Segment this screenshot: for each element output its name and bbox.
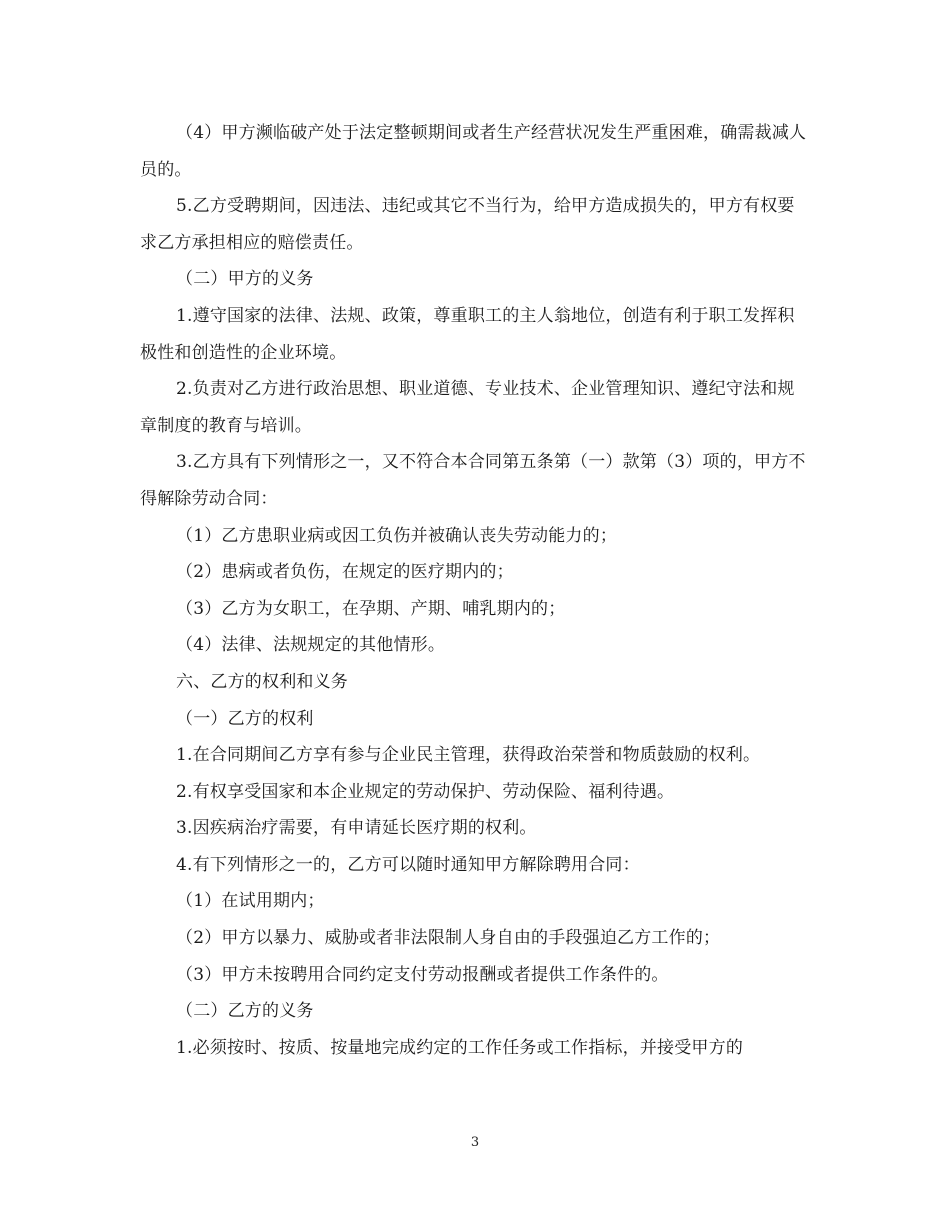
section-heading: （二）乙方的义务 <box>176 1001 314 1022</box>
chapter-heading: 六、乙方的权利和义务 <box>176 671 348 692</box>
paragraph: 3.因疾病治疗需要，有申请延长医疗期的权利。 <box>176 818 537 839</box>
document-body <box>140 115 810 1066</box>
list-item: （4）法律、法规规定的其他情形。 <box>176 635 446 656</box>
section-heading: （二）甲方的义务 <box>176 269 314 290</box>
paragraph: 5.乙方受聘期间，因违法、违纪或其它不当行为，给甲方造成损失的，甲方有权要求乙方承担相应的赔偿责任。 <box>140 196 795 253</box>
list-item: （3）甲方未按聘用合同约定支付劳动报酬或者提供工作条件的。 <box>176 964 669 985</box>
paragraph: （4）甲方濒临破产处于法定整顿期间或者生产经营状况发生严重困难，确需裁减人员的。 <box>140 123 807 180</box>
list-item: （2）患病或者负伤，在规定的医疗期内的； <box>176 562 514 583</box>
paragraph: 4.有下列情形之一的，乙方可以随时通知甲方解除聘用合同： <box>176 854 640 875</box>
page-number: 3 <box>470 1135 480 1150</box>
section-heading: （一）乙方的权利 <box>176 708 314 729</box>
paragraph: 1.必须按时、按质、按量地完成约定的工作任务或工作指标，并接受甲方的 <box>176 1037 744 1058</box>
paragraph: 2.有权享受国家和本企业规定的劳动保护、劳动保险、福利待遇。 <box>176 781 675 802</box>
paragraph: 1.遵守国家的法律、法规、政策，尊重职工的主人翁地位，创造有利于职工发挥积极性和创造性的企业环境。 <box>140 305 795 363</box>
paragraph: 1.在合同期间乙方享有参与企业民主管理，获得政治荣誉和物质鼓励的权利。 <box>176 745 761 766</box>
list-item: （3）乙方为女职工，在孕期、产期、哺乳期内的； <box>176 598 566 619</box>
paragraph: 3.乙方具有下列情形之一，又不符合本合同第五条第（一）款第（3）项的，甲方不得解除劳动合同： <box>140 452 806 509</box>
list-item: （1）乙方患职业病或因工负伤并被确认丧失劳动能力的； <box>176 525 618 546</box>
list-item: （1）在试用期内； <box>176 891 325 912</box>
paragraph: 2.负责对乙方进行政治思想、职业道德、专业技术、企业管理知识、遵纪守法和规章制度的教育与培训。 <box>140 379 795 436</box>
list-item: （2）甲方以暴力、威胁或者非法限制人身自由的手段强迫乙方工作的； <box>176 928 721 949</box>
